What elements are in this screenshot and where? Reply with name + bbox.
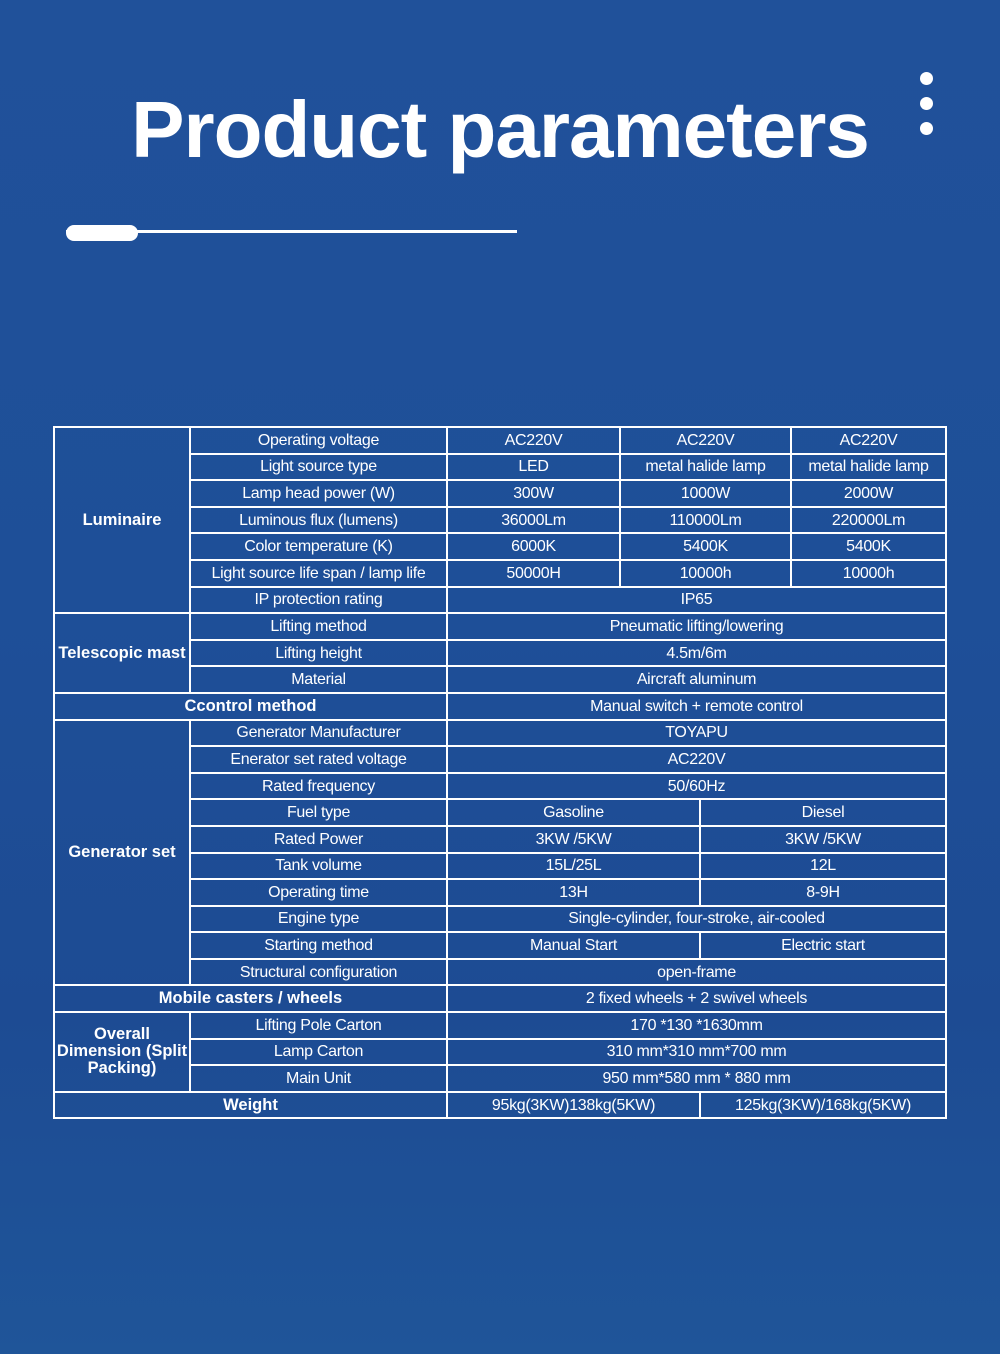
value-cell: LED [447,454,620,481]
param-label: Fuel type [190,799,447,826]
value-cell: 10000h [620,560,791,587]
value-cell: 2000W [791,480,946,507]
dot [920,122,933,135]
value-cell: 5400K [620,533,791,560]
page-title: Product parameters [131,85,869,174]
value-cell: 4.5m/6m [447,640,946,667]
value-cell: 10000h [791,560,946,587]
param-label: Operating time [190,879,447,906]
value-cell: 220000Lm [791,507,946,534]
category-control-method: Ccontrol method [54,693,447,720]
param-label: Starting method [190,932,447,959]
param-label: Light source type [190,454,447,481]
value-cell: Electric start [700,932,946,959]
value-cell: 50000H [447,560,620,587]
value-cell: 13H [447,879,700,906]
value-cell: 1000W [620,480,791,507]
param-label: Lifting method [190,613,447,640]
progress-indicator [66,225,138,241]
category-generator-set: Generator set [54,720,190,986]
value-cell: Single-cylinder, four-stroke, air-cooled [447,906,946,933]
value-cell: 110000Lm [620,507,791,534]
value-cell: 125kg(3KW)/168kg(5KW) [700,1092,946,1119]
value-cell: AC220V [447,427,620,454]
category-overall-dimension: Overall Dimension (Split Packing) [54,1012,190,1092]
value-cell: AC220V [447,746,946,773]
value-cell: 310 mm*310 mm*700 mm [447,1039,946,1066]
param-label: Engine type [190,906,447,933]
category-luminaire: Luminaire [54,427,190,613]
value-cell: 95kg(3KW)138kg(5KW) [447,1092,700,1119]
param-label: Material [190,666,447,693]
dot [920,97,933,110]
param-label: Enerator set rated voltage [190,746,447,773]
value-cell: AC220V [791,427,946,454]
value-cell: metal halide lamp [791,454,946,481]
dot [920,72,933,85]
param-label: Lamp head power (W) [190,480,447,507]
value-cell: open-frame [447,959,946,986]
param-label: Color temperature (K) [190,533,447,560]
value-cell: Manual switch + remote control [447,693,946,720]
value-cell: Manual Start [447,932,700,959]
value-cell: Diesel [700,799,946,826]
param-label: Luminous flux (lumens) [190,507,447,534]
value-cell: 12L [700,853,946,880]
table-row [54,613,946,640]
value-cell: 50/60Hz [447,773,946,800]
param-label: IP protection rating [190,587,447,614]
table-row [54,985,946,1012]
table-row [54,693,946,720]
value-cell: 8-9H [700,879,946,906]
value-cell: TOYAPU [447,720,946,747]
value-cell: 5400K [791,533,946,560]
param-label: Rated Power [190,826,447,853]
value-cell: AC220V [620,427,791,454]
value-cell: 15L/25L [447,853,700,880]
param-label: Light source life span / lamp life [190,560,447,587]
value-cell: Aircraft aluminum [447,666,946,693]
table-row [54,427,946,454]
param-label: Lamp Carton [190,1039,447,1066]
param-label: Lifting Pole Carton [190,1012,447,1039]
category-mobile-casters: Mobile casters / wheels [54,985,447,1012]
value-cell: IP65 [447,587,946,614]
category-weight: Weight [54,1092,447,1119]
value-cell: Pneumatic lifting/lowering [447,613,946,640]
param-label: Tank volume [190,853,447,880]
value-cell: 2 fixed wheels + 2 swivel wheels [447,985,946,1012]
table-row [54,1092,946,1119]
param-label: Structural configuration [190,959,447,986]
value-cell: 36000Lm [447,507,620,534]
value-cell: 300W [447,480,620,507]
param-label: Rated frequency [190,773,447,800]
param-label: Main Unit [190,1065,447,1092]
table-row [54,1012,946,1039]
value-cell: metal halide lamp [620,454,791,481]
value-cell: 3KW /5KW [700,826,946,853]
param-label: Lifting height [190,640,447,667]
value-cell: 170 *130 *1630mm [447,1012,946,1039]
value-cell: Gasoline [447,799,700,826]
value-cell: 6000K [447,533,620,560]
param-label: Generator Manufacturer [190,720,447,747]
value-cell: 950 mm*580 mm * 880 mm [447,1065,946,1092]
value-cell: 3KW /5KW [447,826,700,853]
table-row [54,720,946,747]
category-telescopic-mast: Telescopic mast [54,613,190,693]
vertical-dots-icon[interactable] [920,72,933,147]
param-label: Operating voltage [190,427,447,454]
spec-table [53,426,947,1119]
